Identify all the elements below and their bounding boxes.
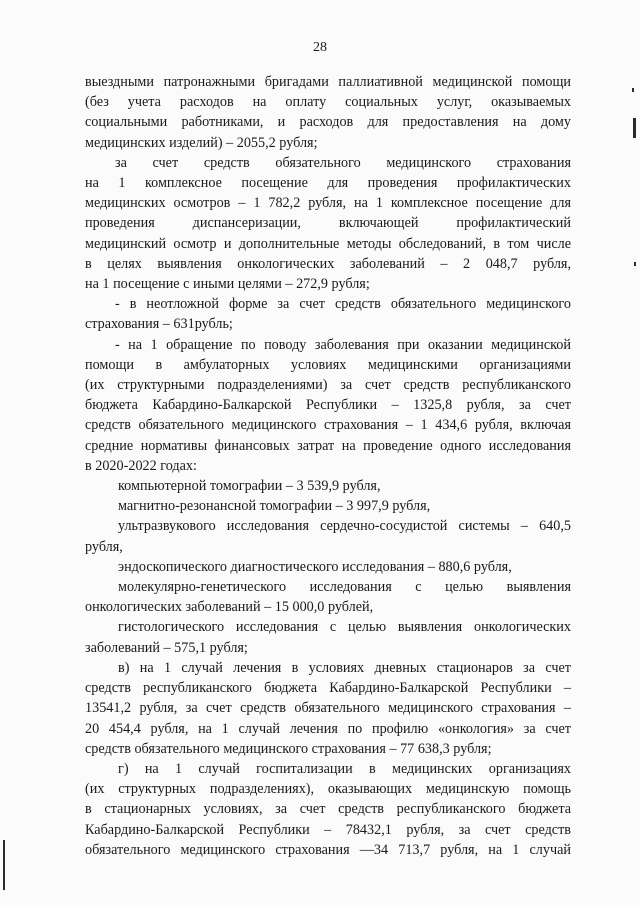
text-line: проведения диспансеризации, включающей профилактический (85, 215, 571, 232)
text-line: выездными патронажными бригадами паллиативной медицинской помощи (85, 74, 571, 90)
text-line: ультразвукового исследования сердечно-сосудистой системы – 640,5 (118, 518, 571, 535)
text-line: на 1 посещение с иными целями – 272,9 рубля; (85, 276, 370, 293)
text-line: магнитно-резонансной томографии – 3 997,9 рубля, (118, 498, 431, 515)
text-line: в целях выявления онкологических заболеваний – 2 048,7 рубля, (85, 255, 571, 272)
text-line: компьютерной томографии – 3 539,9 рубля, (118, 478, 381, 495)
text-line: средние нормативы финансовых затрат на проведение одного исследования (85, 437, 571, 454)
text-line: гистологического исследования с целью выявления онкологических (118, 619, 571, 636)
text-line: обязательного медицинского страхования —34 713,7 рубля, на 1 случай (85, 841, 571, 858)
text-line: (без учета расходов на оплату социальных услуг, оказываемых (85, 94, 571, 111)
text-line: средств республиканского бюджета Кабардино-Балкарской Республики – (85, 680, 571, 697)
text-line: в 2020-2022 годах: (85, 457, 197, 474)
text-line: (их структурных подразделениях), оказывающих медицинскую помощь (85, 781, 571, 798)
text-line: г) на 1 случай госпитализации в медицинских организациях (118, 760, 571, 777)
scan-edge-mark (3, 840, 5, 890)
text-line: заболеваний – 575,1 рубля; (85, 639, 248, 656)
body-text (85, 72, 571, 860)
text-line: на 1 комплексное посещение для проведения профилактических (85, 175, 571, 192)
text-line: - в неотложной форме за счет средств обязательного медицинского (115, 296, 571, 313)
text-line: средств обязательного медицинского страхования – 77 638,3 рубля; (85, 740, 492, 757)
text-line: помощи в амбулаторных условиях медицинскими организациями (85, 356, 571, 373)
text-line: эндоскопического диагностического исследования – 880,6 рубля, (118, 558, 512, 575)
text-line: 20 454,4 рубля, на 1 случай лечения по профилю «онкология» за счет (85, 720, 571, 737)
text-line: в) на 1 случай лечения в условиях дневных стационаров за счет (118, 659, 571, 676)
text-line: рубля, (85, 538, 123, 555)
text-line: страхования – 631рубль; (85, 316, 233, 333)
text-line: онкологических заболеваний – 15 000,0 рублей, (85, 599, 374, 616)
text-line: молекулярно-генетического исследования с целью выявления (118, 579, 571, 596)
text-line: Кабардино-Балкарской Республики – 78432,1 рубля, за счет средств (85, 821, 571, 838)
scan-edge-mark (634, 262, 636, 266)
text-line: социальными работниками, и расходов для предоставления на дому (85, 114, 571, 131)
text-line: - на 1 обращение по поводу заболевания при оказании медицинской (115, 336, 571, 353)
text-line: медицинских изделий) – 2055,2 рубля; (85, 134, 318, 151)
text-line: медицинских осмотров – 1 782,2 рубля, на 1 комплексное посещение для (85, 195, 571, 212)
text-line: (их структурными подразделениями) за счет средств республиканского (85, 377, 571, 394)
text-line: бюджета Кабардино-Балкарской Республики – 1325,8 рубля, за счет (85, 397, 571, 414)
text-line: за счет средств обязательного медицинского страхования (115, 154, 571, 171)
scan-edge-mark (633, 118, 636, 138)
text-line: средств обязательного медицинского страхования – 1 434,6 рубля, включая (85, 417, 571, 434)
scan-edge-mark (632, 88, 634, 92)
text-line: 13541,2 рубля, за счет средств обязательного медицинского страхования – (85, 700, 571, 717)
text-line: медицинский осмотр и дополнительные методы обследований, в том числе (85, 235, 571, 252)
text-line: в стационарных условиях, за счет средств республиканского бюджета (85, 801, 571, 818)
page-number: 28 (313, 40, 327, 55)
